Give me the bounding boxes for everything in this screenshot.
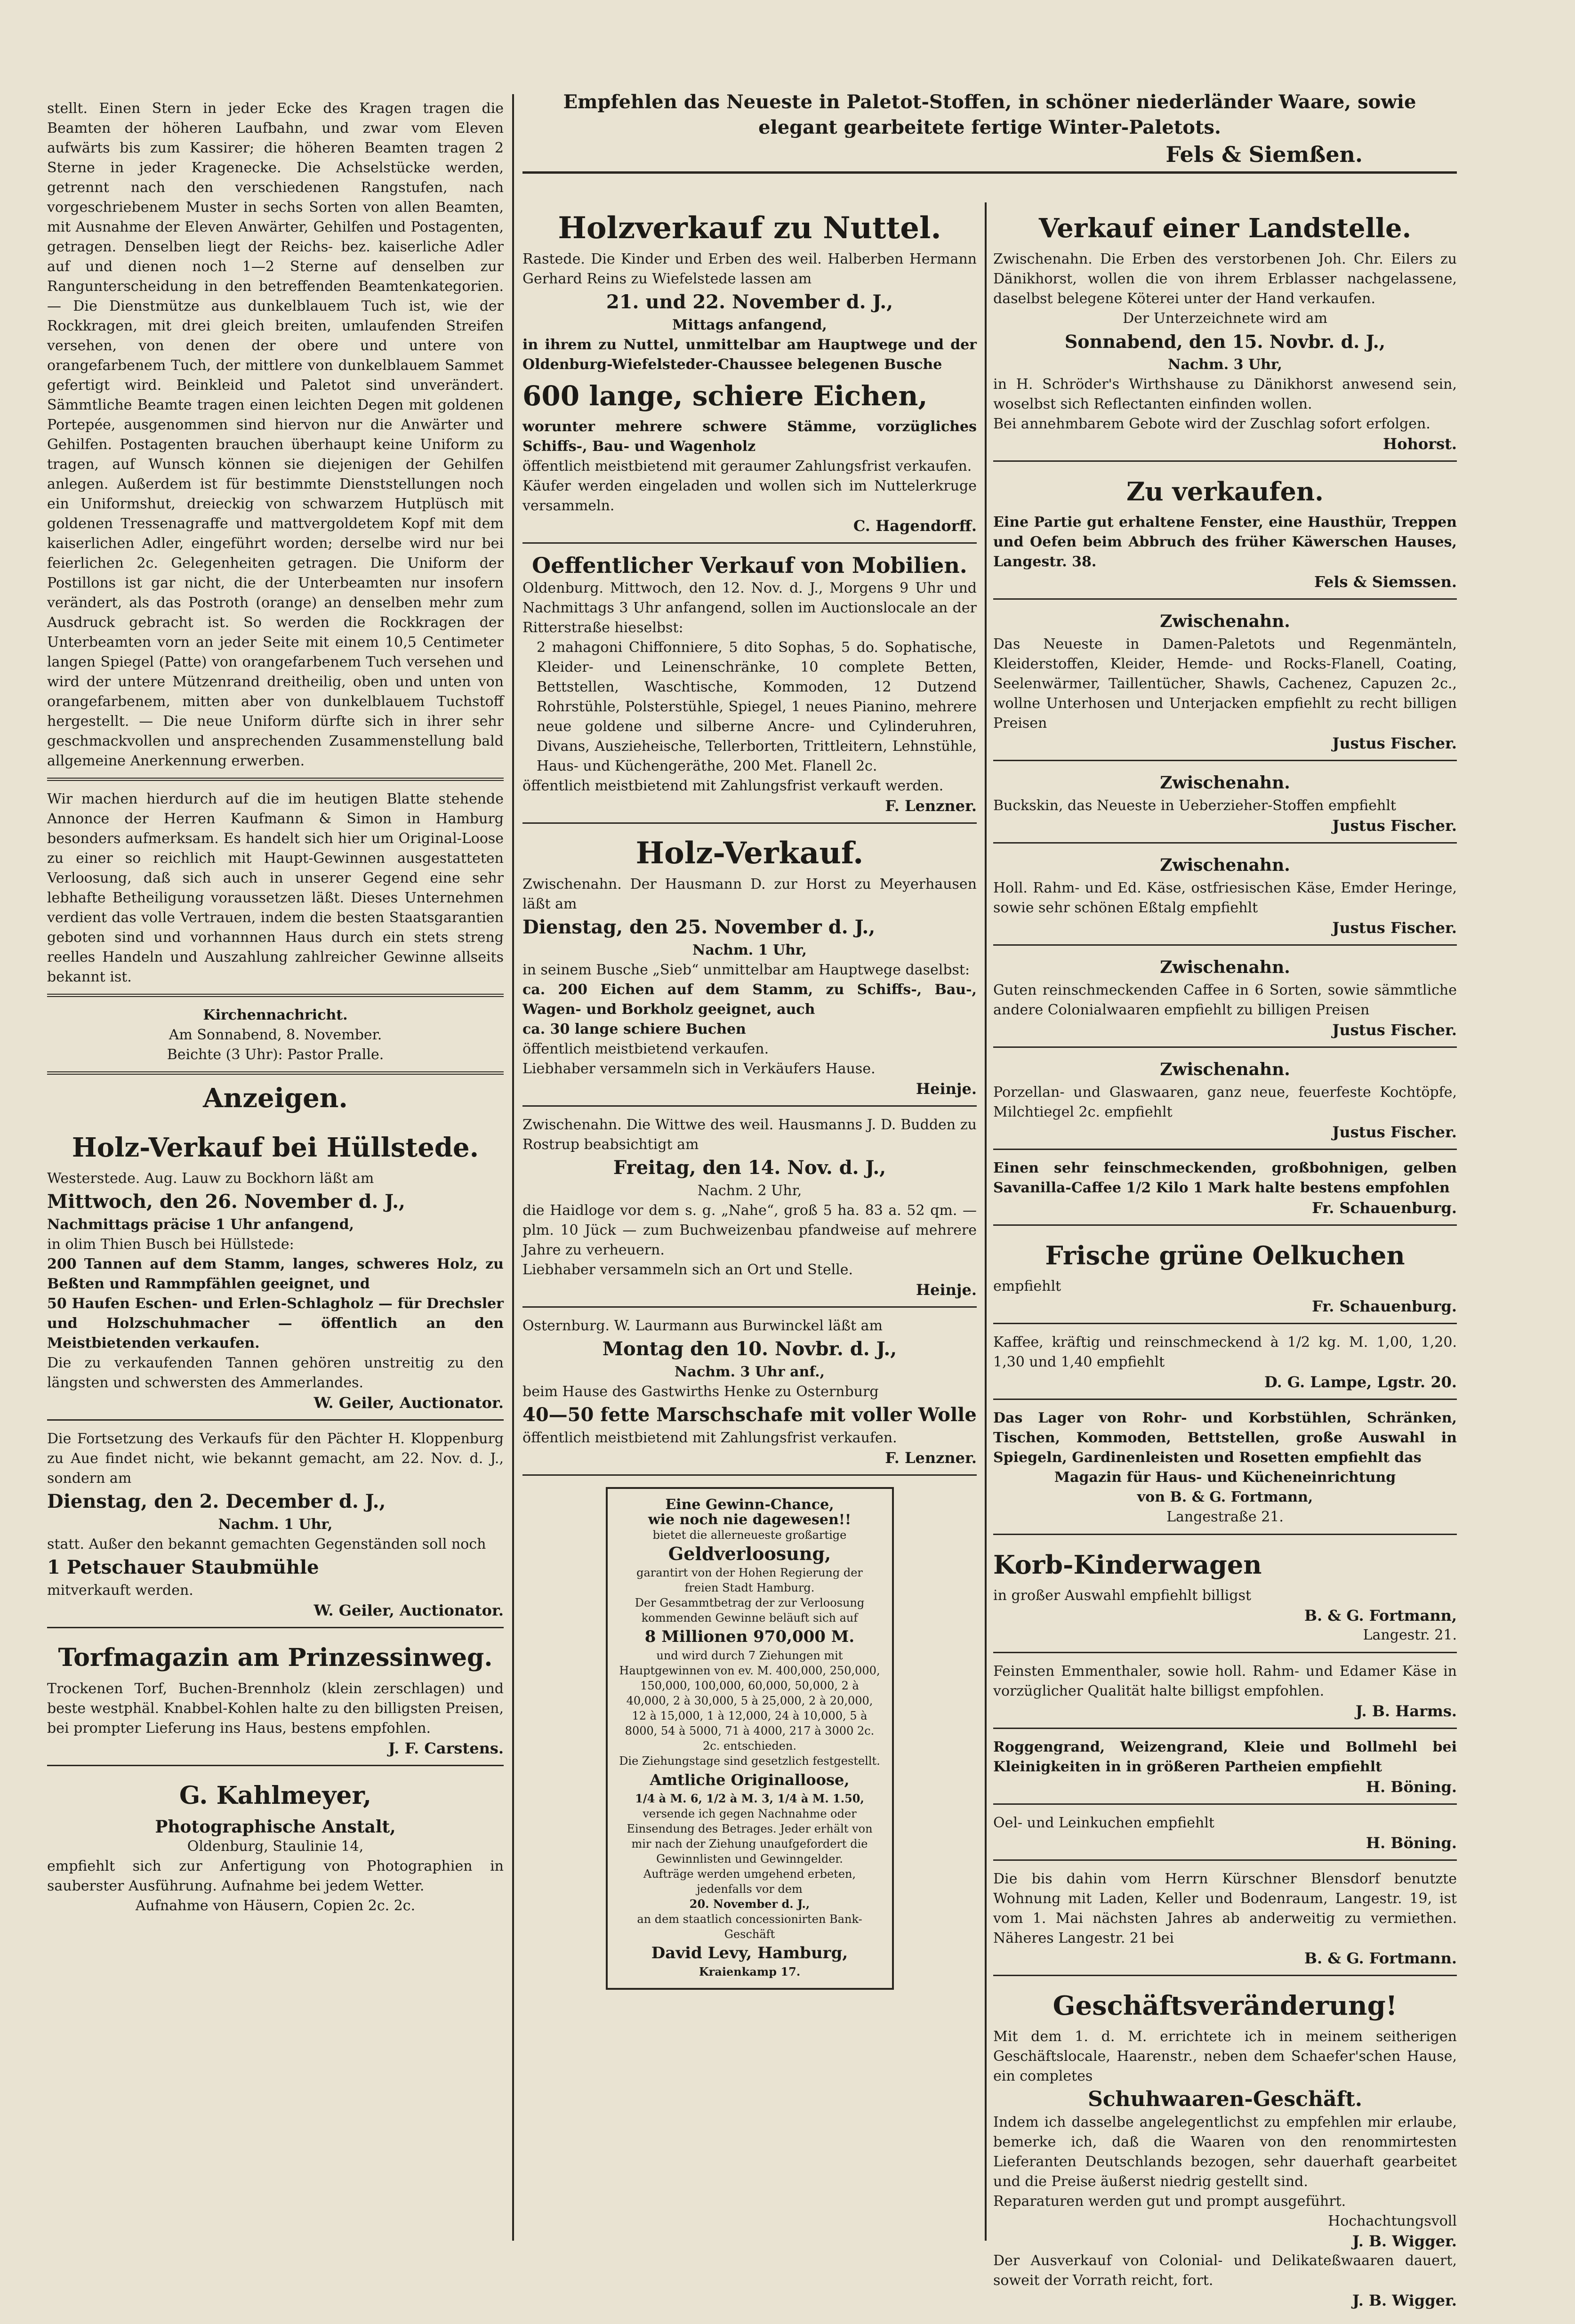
kahlmeyer-sub: Photographische Anstalt, <box>155 1817 396 1837</box>
holz-time: Nachm. 1 Uhr, <box>692 942 807 958</box>
ad-korb-kinderwagen <box>993 1539 1457 1653</box>
schauenburg1-text: Einen sehr feinschmeckenden, großbohnigen, gelben Savanilla-Caffee 1/2 Kilo 1 Mark halte bestens empfohlen <box>993 1160 1457 1196</box>
wigger-signature-2: J. B. Wigger. <box>1352 2292 1457 2309</box>
landstelle-text: Der Unterzeichnete wird am <box>1123 310 1327 327</box>
ad-lampe <box>993 1328 1457 1400</box>
kloppenburg-item: 1 Petschauer Staubmühle <box>47 1556 319 1578</box>
verkaufen-signature: Fels & Siemssen. <box>1314 573 1457 591</box>
mobilien-list: 2 mahagoni Chiffonniere, 5 dito Sophas, 5 do. Sophatische, Kleider- und Leinenschränke, 10 complete Betten, Bettstellen, Waschtische, Kommoden, 12 Dutzend Rohrstühle, Polsterstühle, Spiegel, 1 neues Pianino, mehrere neue goldene und silberne Ancre- und Cylinderuhren, Divans, Auszieheische, Tellerborten, Trittleitern, Lehnstühle, Haus- und Küchengeräthe, 200 Met. Flanell 2c. <box>537 639 977 774</box>
box-line-6: Der Gesammtbetrag der zur Verloosung kommenden Gewinne beläuft sich auf <box>635 1596 865 1624</box>
ad-landstelle <box>993 202 1457 462</box>
fischer1-signature: Justus Fischer. <box>1332 734 1457 752</box>
ad-fischer-4 <box>993 949 1457 1048</box>
ad-wohnung <box>993 1865 1457 1976</box>
ad-laurmann <box>522 1311 977 1476</box>
ad-fortmann-lager <box>993 1404 1457 1535</box>
oelkuchen-title: Frische grüne Oelkuchen <box>1045 1240 1405 1271</box>
box-line-5: garantirt von der Hohen Regierung der freien Stadt Hamburg. <box>636 1566 863 1594</box>
ad-fischer-2 <box>993 765 1457 844</box>
fischer5-head: Zwischenahn. <box>1160 1060 1290 1079</box>
budden-signature: Heinje. <box>916 1281 977 1299</box>
fischer3-text: Holl. Rahm- und Ed. Käse, ostfriesischen Käse, Emder Heringe, sowie sehr schönen Eßtalg empfiehlt <box>993 880 1457 916</box>
wohnung-text: Die bis dahin vom Herrn Kürschner Blensdorf benutzte Wohnung mit Laden, Keller und Bodenraum, Langestr. 19, ist vom 1. Mai nächsten Jahres ab anderweitig zu vermiethen. Näheres Langestr. 21 bei <box>993 1871 1457 1946</box>
ad-nuttel <box>522 202 977 544</box>
landstelle-text3: Bei annehmbarem Gebote wird der Zuschlag sofort erfolgen. <box>993 416 1430 432</box>
church-text: Beichte (3 Uhr): Pastor Pralle. <box>167 1046 384 1063</box>
torf-title: Torfmagazin am Prinzessinweg. <box>58 1643 493 1672</box>
mobilien-intro: Oldenburg. Mittwoch, den 12. Nov. d. J., Morgens 9 Uhr und Nachmittags 3 Uhr anfangend, sollen im Auctionslocale an der Ritterstraße hieselbst: <box>522 580 977 636</box>
box-line-13: Aufträge werden umgehend erbeten, jedenfalls vor dem <box>643 1867 856 1896</box>
hullstede-time: Nachmittags präcise 1 Uhr anfangend, <box>47 1216 354 1233</box>
holz-place: in seinem Busche „Sieb“ unmittelbar am Hauptwege daselbst: <box>522 962 970 978</box>
ad-kloppenburg <box>47 1424 504 1628</box>
fischer2-text: Buckskin, das Neueste in Ueberzieher-Stoffen empfiehlt <box>993 797 1396 814</box>
wigger-title: Geschäftsveränderung! <box>1053 1990 1398 2021</box>
boning1-text: Roggengrand, Weizengrand, Kleie und Bollmehl bei Kleinigkeiten in in größeren Partheien empfiehlt <box>993 1739 1457 1775</box>
laurmann-item: 40—50 fette Marschschafe mit voller Wolle <box>522 1404 977 1426</box>
ad-kahlmeyer <box>47 1770 504 1922</box>
box-line-9: Die Ziehungstage sind gesetzlich festgestellt. <box>619 1754 880 1768</box>
hullstede-title: Holz-Verkauf bei Hüllstede. <box>72 1132 479 1163</box>
column-3 <box>993 202 1457 2309</box>
column-divider-right <box>985 202 987 2241</box>
budden-intro: Zwischenahn. Die Wittwe des weil. Hausmanns J. D. Budden zu Rostrup beabsichtigt am <box>522 1117 977 1153</box>
ad-budden <box>522 1110 977 1308</box>
holz-item1: ca. 200 Eichen auf dem Stamm, zu Schiffs-, Bau-, Wagen- und Borkholz geeignet, auch <box>522 981 977 1018</box>
fischer3-signature: Justus Fischer. <box>1332 919 1457 937</box>
mobilien-text: öffentlich meistbietend mit Zahlungsfrist verkauft werden. <box>522 778 944 794</box>
harms-text: Feinsten Emmenthaler, sowie holl. Rahm- und Edamer Käse in vorzüglicher Qualität halte billigst empfohlen. <box>993 1663 1457 1699</box>
holz-title: Holz-Verkauf. <box>635 836 864 871</box>
schauenburg1-signature: Fr. Schauenburg. <box>1312 1199 1457 1217</box>
fischer5-text: Porzellan- und Glaswaaren, ganz neue, feuerfeste Kochtöpfe, Milchtiegel 2c. empfiehlt <box>993 1084 1457 1120</box>
ad-mobilien <box>522 547 977 824</box>
kloppenburg-text: Die Fortsetzung des Verkaufs für den Pächter H. Kloppenburg zu Aue findet nicht, wie bekannt gemacht, am 22. Nov. d. J., sondern am <box>47 1431 504 1487</box>
lampe-text: Kaffee, kräftig und reinschmeckend à 1/2 kg. M. 1,00, 1,20. 1,30 und 1,40 empfiehlt <box>993 1334 1457 1370</box>
kahlmeyer-name: G. Kahlmeyer, <box>179 1781 372 1810</box>
box-line-4: Geldverloosung, <box>668 1543 831 1564</box>
kloppenburg-text2: statt. Außer den bekannt gemachten Gegenständen soll noch <box>47 1536 486 1552</box>
korb-title: Korb-Kinderwagen <box>993 1550 1262 1580</box>
notice-kaufmann-text: Wir machen hierdurch auf die im heutigen Blatte stehende Annonce der Herren Kaufmann & Simon in Hamburg besonders aufmerksam. Es handelt sich hier um Original-Loose zu einer so reichlich mit Haupt-Gewinnen ausgestatteten Verloosung, daß sich auch in unserer Gegend eine sehr lebhafte Betheiligung voraussetzen läßt. Dieses Unternehmen verdient das volle Vertrauen, indem die besten Staatsgarantien geboten sind und vorhannnen Haus durch ein stets streng reelles Handeln und Auszahlung zahlreicher Gewinne allseits bekannt ist. <box>47 791 504 985</box>
wigger-text3: Reparaturen werden gut und prompt ausgeführt. <box>993 2193 1346 2210</box>
laurmann-intro: Osternburg. W. Laurmann aus Burwinckel läßt am <box>522 1318 883 1334</box>
wigger-text4: Der Ausverkauf von Colonial- und Delikateßwaaren dauert, soweit der Vorrath reicht, fort. <box>993 2252 1457 2289</box>
laurmann-place: beim Hause des Gastwirths Henke zu Osternburg <box>522 1383 879 1400</box>
fischer1-head: Zwischenahn. <box>1160 611 1290 631</box>
landstelle-title: Verkauf einer Landstelle. <box>1038 213 1412 244</box>
church-title: Kirchennachricht. <box>203 1007 348 1023</box>
ad-holz-verkauf <box>522 828 977 1107</box>
fischer5-signature: Justus Fischer. <box>1332 1123 1457 1141</box>
laurmann-time: Nachm. 3 Uhr anf., <box>674 1364 825 1380</box>
wigger-signature: J. B. Wigger. <box>1352 2232 1457 2250</box>
ad-fischer-5 <box>993 1052 1457 1150</box>
fischer3-head: Zwischenahn. <box>1160 855 1290 875</box>
nuttel-intro: Rastede. Die Kinder und Erben des weil. Halberben Hermann Gerhard Reins zu Wiefelstede lassen am <box>522 251 977 287</box>
wigger-shop: Schuhwaaren-Geschäft. <box>1087 2087 1363 2111</box>
ad-oelkuchen <box>993 1230 1457 1324</box>
kloppenburg-signature: W. Geiler, Auctionator. <box>313 1601 504 1619</box>
box-line-3: bietet die allerneueste großartige <box>652 1528 847 1542</box>
harms-signature: J. B. Harms. <box>1355 1702 1457 1720</box>
laurmann-text: öffentlich meistbietend mit Zahlungsfrist verkaufen. <box>522 1430 897 1446</box>
holz-date: Dienstag, den 25. November d. J., <box>522 916 876 938</box>
korb-address: Langestr. 21. <box>1363 1627 1457 1643</box>
verkaufen-title: Zu verkaufen. <box>1126 476 1324 507</box>
landstelle-text2: in H. Schröder's Wirthshause zu Dänikhorst anwesend sein, woselbst sich Reflectanten einfinden wollen. <box>993 376 1457 412</box>
notice-kaufmann-simon <box>47 785 504 997</box>
hullstede-signature: W. Geiler, Auctionator. <box>313 1394 504 1412</box>
wigger-closing: Hochachtungsvoll <box>1328 2213 1457 2229</box>
box-line-2: wie noch nie dagewesen!! <box>648 1512 852 1528</box>
budden-text: die Haidloge vor dem s. g. „Nahe“, groß 5 ha. 83 a. 52 qm. — plm. 10 Jück — zum Buchweizenbau pfandweise auf mehrere Jahre zu verheuern. <box>522 1202 977 1258</box>
ad-harms <box>993 1657 1457 1729</box>
fischer2-head: Zwischenahn. <box>1160 773 1290 793</box>
hullstede-note: Die zu verkaufenden Tannen gehören unstreitig zu den längsten und schwersten des Ammerlandes. <box>47 1355 504 1391</box>
ad-fischer-1 <box>993 603 1457 761</box>
ad-boning-oelkuchen <box>993 1809 1457 1861</box>
korb-signature: B. & G. Fortmann, <box>1304 1607 1457 1624</box>
mobilien-title: Oeffentlicher Verkauf von Mobilien. <box>532 553 967 578</box>
nuttel-time: Mittags anfangend, <box>672 317 827 333</box>
hullstede-item1: 200 Tannen auf dem Stamm, langes, schweres Holz, zu Beßten und Rammpfählen geeignet, und <box>47 1256 504 1292</box>
nuttel-date: 21. und 22. November d. J., <box>606 291 893 313</box>
box-line-7: 8 Millionen 970,000 M. <box>644 1627 855 1646</box>
fortmann1-address: Langestraße 21. <box>1166 1509 1284 1525</box>
box-line-1: Eine Gewinn-Chance, <box>665 1496 834 1513</box>
wigger-text: Mit dem 1. d. M. errichtete ich in meinem seitherigen Geschäftslocale, Haarenstr., neben dem Schaefer'schen Hause, ein completes <box>993 2028 1457 2084</box>
kloppenburg-text3: mitverkauft werden. <box>47 1582 193 1599</box>
nuttel-signature: C. Hagendorff. <box>853 517 977 535</box>
fortmann1-text2: Magazin für Haus- und Kücheneinrichtung <box>1054 1469 1396 1486</box>
box-line-10: Amtliche Originalloose, <box>650 1771 850 1789</box>
boning2-text: Oel- und Leinkuchen empfiehlt <box>993 1815 1214 1831</box>
kahlmeyer-text2: Aufnahme von Häusern, Copien 2c. 2c. <box>135 1898 416 1914</box>
paletot-text: Empfehlen das Neueste in Paletot-Stoffen, in schöner niederländer Waare, sowie elegant gearbeitete fertige Winter-Paletots. <box>563 91 1416 138</box>
holz-intro: Zwischenahn. Der Hausmann D. zur Horst zu Meyerhausen läßt am <box>522 876 977 912</box>
oelkuchen-text: empfiehlt <box>993 1278 1061 1295</box>
hullstede-date: Mittwoch, den 26. November d. J., <box>47 1190 405 1213</box>
ad-hullstede <box>47 1122 504 1421</box>
landstelle-date: Sonnabend, den 15. Novbr. d. J., <box>1064 331 1386 352</box>
box-line-12: versende ich gegen Nachnahme oder Einsendung des Betrages. Jeder erhält von mir nach der Ziehung unaufgefordert die Gewinnlisten und Gewinngelder. <box>627 1807 873 1866</box>
kahlmeyer-address: Oldenburg, Staulinie 14, <box>187 1838 364 1855</box>
hullstede-intro: Westerstede. Aug. Lauw zu Bockhorn läßt am <box>47 1170 374 1187</box>
fortmann1-text: Das Lager von Rohr- und Korbstühlen, Schränken, Tischen, Kommoden, Bettstellen, große Auswahl in Spiegeln, Gardinenleisten und Rosetten empfiehlt das <box>993 1410 1457 1466</box>
article-uniform-text: stellt. Einen Stern in jeder Ecke des Kragen tragen die Beamten der höheren Laufbahn, und zwar vom Eleven aufwärts bis zum Kassirer; die höheren Beamten tragen 2 Sterne in jeder Kragenecke. Die Achselstücke werden, getrennt nach den verschiedenen Rangstufen, nach vorgeschriebenem Muster in sechs Sorten von allen Beamten, mit Ausnahme der Eleven Anwärter, Gehilfen und Postagenten, getragen. Denselben liegt der Reichs- bez. kaiserliche Adler auf und dienen noch 1—2 Sterne auf denselben zur Rangunterscheidung in den betreffenden Beamtenkategorien. — Die Dienstmütze aus dunkelblauem Tuch ist, wie der Rockkragen, mit drei gleich breiten, umlaufenden Streifen versehen, von denen der obere und untere von orangefarbenem Tuch, der mittlere von dunkelblauem Sammet gefertigt wird. Beinkleid und Paletot sind unverändert. Sämmtliche Beamte tragen einen leichten Degen mit goldenen Portepée, ausgenommen sind hiervon nur die Anwärter und Gehilfen. Postagenten brauchen überhaupt keine Uniform zu tragen, auf Wunsch können sie diejenigen der Gehilfen anlegen. Außerdem ist für bestimmte Dienststellungen noch ein Uniformshut, dreieckig von schwarzem Hutplüsch mit goldenen Tressenagraffe und mattvergoldetem Kopf mit dem kaiserlichen Adler, eingeführt worden; derselbe wird nur bei feierlichen 2c. Gelegenheiten getragen. Die Uniform der Postillons ist gar nicht, die der Unterbeamten nur insofern verändert, als das Postroth (orange) an denselben mehr zum Ausdruck gebracht ist. So werden die Rockkragen der Unterbeamten vorn an jeder Seite mit einem 10,5 Centimeter langen Spiegel (Patte) von orangefarbenem Tuch versehen und wird der untere Mützenrand dreitheilig, oben und unten von orangefarbenem, mitten aber von dunkelblauem Tuchstoff hergestellt. — Die neue Uniform dürfte sich in ihrer sehr geschmackvollen und ansprechenden Zusammenstellung bald allgemeine Anerkennung erwerben. <box>47 100 504 769</box>
paletot-signature: Fels & Siemßen. <box>1165 142 1363 167</box>
verkaufen-text: Eine Partie gut erhaltene Fenster, eine Hausthür, Treppen und Oefen beim Abbruch des früher Käwerschen Hauses, Langestr. 38. <box>993 514 1457 570</box>
wigger-text2: Indem ich dasselbe angelegentlichst zu empfehlen mir erlaube, bemerke ich, daß die Waaren von den renommirtesten Lieferanten Deutschlands bezogen, sehr dauerhaft gearbeitet und die Preise äußerst niedrig gestellt sind. <box>993 2114 1457 2190</box>
holz-item2: ca. 30 lange schiere Buchen <box>522 1021 746 1037</box>
budden-note: Liebhaber versammeln sich an Ort und Stelle. <box>522 1262 853 1278</box>
nuttel-text: öffentlich meistbietend mit geraumer Zahlungsfrist verkaufen. <box>522 458 972 474</box>
ad-fischer-3 <box>993 847 1457 946</box>
torf-text: Trockenen Torf, Buchen-Brennholz (klein zerschlagen) und beste westphäl. Knabbel-Kohlen halte zu den billigsten Preisen, bei prompter Lieferung ins Haus, bestens empfohlen. <box>47 1681 504 1737</box>
nuttel-title: Holzverkauf zu Nuttel. <box>558 210 941 246</box>
column-divider-left <box>512 94 514 2241</box>
kloppenburg-date: Dienstag, den 2. December d. J., <box>47 1490 386 1512</box>
box-line-17: Kraienkamp 17. <box>699 1965 801 1978</box>
nuttel-note: Käufer werden eingeladen und wollen sich im Nuttelerkruge versammeln. <box>522 478 977 514</box>
holz-text: öffentlich meistbietend verkaufen. <box>522 1041 769 1057</box>
kahlmeyer-text: empfiehlt sich zur Anfertigung von Photographien in sauberster Ausführung. Aufnahme bei jedem Wetter. <box>47 1858 504 1894</box>
box-line-14: 20. November d. J., <box>689 1897 810 1911</box>
holz-note: Liebhaber versammeln sich in Verkäufers Hause. <box>522 1061 876 1077</box>
landstelle-intro: Zwischenahn. Die Erben des verstorbenen Joh. Chr. Eilers zu Dänikhorst, wollen die von ihrem Erblasser nachgelassene, daselbst belegene Köterei unter der Hand verkaufen. <box>993 251 1457 307</box>
box-line-8: und wird durch 7 Ziehungen mit Hauptgewinnen von ev. M. 400,000, 250,000, 150,000, 100,000, 60,000, 50,000, 2 à 40,000, 2 à 30,000, 5 à 25,000, 2 à 20,000, 12 à 15,000, 1 à 12,000, 24 à 10,000, 5 à 8000, 54 à 5000, 71 à 4000, 217 à 3000 2c. 2c. entschieden. <box>619 1649 880 1753</box>
ad-paletot-header <box>522 89 1457 174</box>
section-ads-title: Anzeigen. <box>203 1083 348 1114</box>
kloppenburg-time: Nachm. 1 Uhr, <box>218 1516 333 1533</box>
column-2 <box>522 202 977 2241</box>
hullstede-place: in olim Thien Busch bei Hüllstede: <box>47 1236 294 1253</box>
fischer2-signature: Justus Fischer. <box>1332 817 1457 835</box>
torf-signature: J. F. Carstens. <box>388 1739 504 1757</box>
boning2-signature: H. Böning. <box>1366 1834 1457 1852</box>
fortmann1-signature: von B. & G. Fortmann, <box>1137 1489 1313 1505</box>
korb-text: in großer Auswahl empfiehlt billigst <box>993 1587 1252 1604</box>
fischer4-head: Zwischenahn. <box>1160 957 1290 977</box>
laurmann-date: Montag den 10. Novbr. d. J., <box>602 1338 897 1360</box>
church-date: Am Sonnabend, 8. November. <box>169 1027 382 1043</box>
header-rule <box>522 171 1457 174</box>
nuttel-sub: worunter mehrere schwere Stämme, vorzügliches Schiffs-, Bau- und Wagenholz <box>522 418 977 455</box>
ad-schauenburg-caffee <box>993 1154 1457 1226</box>
box-line-11: 1/4 à M. 6, 1/2 à M. 3, 1/4 à M. 1.50, <box>635 1792 864 1805</box>
fischer1-text: Das Neueste in Damen-Paletots und Regenmänteln, Kleiderstoffen, Kleider, Hemde- und Rocks-Flanell, Coating, Seelenwärmer, Taillentücher, Shawls, Cachenez, Capuzen 2c., wollne Unterhosen und Unterjacken empfiehlt zu recht billigen Preisen <box>993 636 1457 732</box>
box-line-15: an dem staatlich concessionirten Bank-Geschäft <box>637 1913 862 1941</box>
column-1 <box>47 94 504 2241</box>
mobilien-list-wrap <box>522 638 977 776</box>
article-uniform <box>47 94 504 781</box>
lampe-signature: D. G. Lampe, Lgstr. 20. <box>1264 1373 1457 1391</box>
laurmann-signature: F. Lenzner. <box>885 1449 977 1467</box>
fischer4-signature: Justus Fischer. <box>1332 1021 1457 1039</box>
fischer4-text: Guten reinschmeckenden Caffee in 6 Sorten, sowie sämmtliche andere Colonialwaaren empfiehlt zu billigen Preisen <box>993 982 1457 1018</box>
oelkuchen-signature: Fr. Schauenburg. <box>1312 1297 1457 1315</box>
nuttel-item: 600 lange, schiere Eichen, <box>522 380 928 412</box>
box-line-16: David Levy, Hamburg, <box>651 1944 848 1962</box>
ad-boning-grand <box>993 1733 1457 1805</box>
nuttel-place: in ihrem zu Nuttel, unmittelbar am Hauptwege und der Oldenburg-Wiefelsteder-Chaussee belegenen Busche <box>522 337 977 373</box>
landstelle-time: Nachm. 3 Uhr, <box>1168 356 1282 373</box>
hullstede-item2: 50 Haufen Eschen- und Erlen-Schlagholz — für Drechsler und Holzschuhmacher — öffentlich an den Meistbietenden verkaufen. <box>47 1295 504 1351</box>
holz-signature: Heinje. <box>916 1080 977 1098</box>
boning1-signature: H. Böning. <box>1366 1778 1457 1796</box>
budden-time: Nachm. 2 Uhr, <box>697 1182 802 1199</box>
church-notice <box>47 1001 504 1075</box>
ad-wigger <box>993 1980 1457 2317</box>
landstelle-signature: Hohorst. <box>1383 435 1457 453</box>
budden-date: Freitag, den 14. Nov. d. J., <box>613 1157 886 1179</box>
ad-lottery-box <box>606 1487 894 1990</box>
ad-zu-verkaufen <box>993 466 1457 600</box>
wohnung-signature: B. & G. Fortmann. <box>1304 1949 1457 1967</box>
mobilien-signature: F. Lenzner. <box>885 797 977 815</box>
ad-torfmagazin <box>47 1632 504 1766</box>
